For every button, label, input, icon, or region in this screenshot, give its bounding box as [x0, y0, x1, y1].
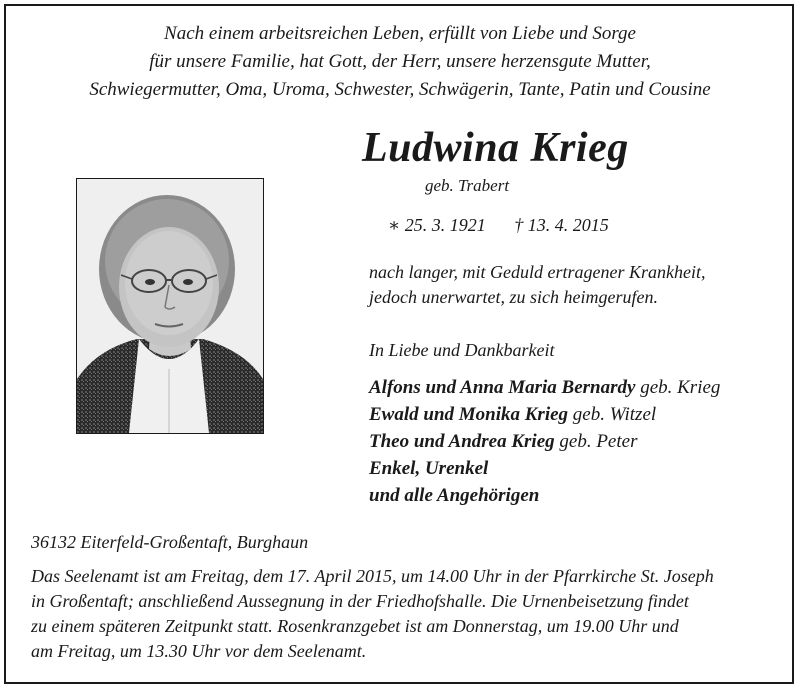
- illness-line: jedoch unerwartet, zu sich heimgerufen.: [369, 287, 658, 307]
- mourner-row: [369, 482, 720, 509]
- mourner-name: und alle Angehörigen: [369, 485, 540, 506]
- mourner-birth-name: geb. Peter: [559, 431, 638, 452]
- service-details: [31, 564, 714, 664]
- service-line: in Großentaft; anschließend Aussegnung in der Friedhofshalle. Die Urnenbeisetzung findet: [31, 591, 689, 611]
- mourner-birth-name: geb. Witzel: [572, 404, 657, 425]
- birth-date: ∗ 25. 3. 1921: [388, 215, 486, 235]
- mourner-name: Enkel, Urenkel: [369, 458, 489, 479]
- intro-line: Nach einem arbeitsreichen Leben, erfüllt von Liebe und Sorge: [164, 23, 636, 44]
- intro-text: [0, 20, 800, 104]
- portrait-photo: [76, 178, 264, 434]
- intro-line: Schwiegermutter, Oma, Uroma, Schwester, Schwägerin, Tante, Patin und Cousine: [89, 79, 711, 100]
- service-line: Das Seelenamt ist am Freitag, dem 17. April 2015, um 14.00 Uhr in der Pfarrkirche St. Joseph: [31, 566, 714, 586]
- death-date: † 13. 4. 2015: [514, 215, 609, 235]
- service-line: zu einem späteren Zeitpunkt statt. Rosenkranzgebet ist am Donnerstag, um 19.00 Uhr und: [31, 616, 679, 636]
- mourner-name: Theo und Andrea Krieg: [369, 431, 555, 452]
- mourner-row: [369, 374, 720, 401]
- mourner-row: [369, 401, 720, 428]
- location-line: 36132 Eiterfeld-Großentaft, Burghaun: [31, 532, 309, 552]
- deceased-name: Ludwina Krieg: [362, 125, 629, 171]
- illness-text: [369, 260, 705, 310]
- mourners-list: [369, 374, 720, 509]
- service-line: am Freitag, um 13.30 Uhr vor dem Seelenamt.: [31, 641, 367, 661]
- maiden-name: geb. Trabert: [425, 176, 510, 195]
- mourner-name: Alfons und Anna Maria Bernardy: [369, 377, 636, 398]
- mourner-row: [369, 455, 720, 482]
- mourner-name: Ewald und Monika Krieg: [369, 404, 569, 425]
- mourner-birth-name: geb. Krieg: [640, 377, 721, 398]
- mourner-row: [369, 428, 720, 455]
- life-dates: [388, 215, 609, 236]
- intro-line: für unsere Familie, hat Gott, der Herr, unsere herzensgute Mutter,: [149, 51, 651, 72]
- illness-line: nach langer, mit Geduld ertragener Krankheit,: [369, 262, 706, 282]
- gratitude-line: In Liebe und Dankbarkeit: [369, 340, 555, 360]
